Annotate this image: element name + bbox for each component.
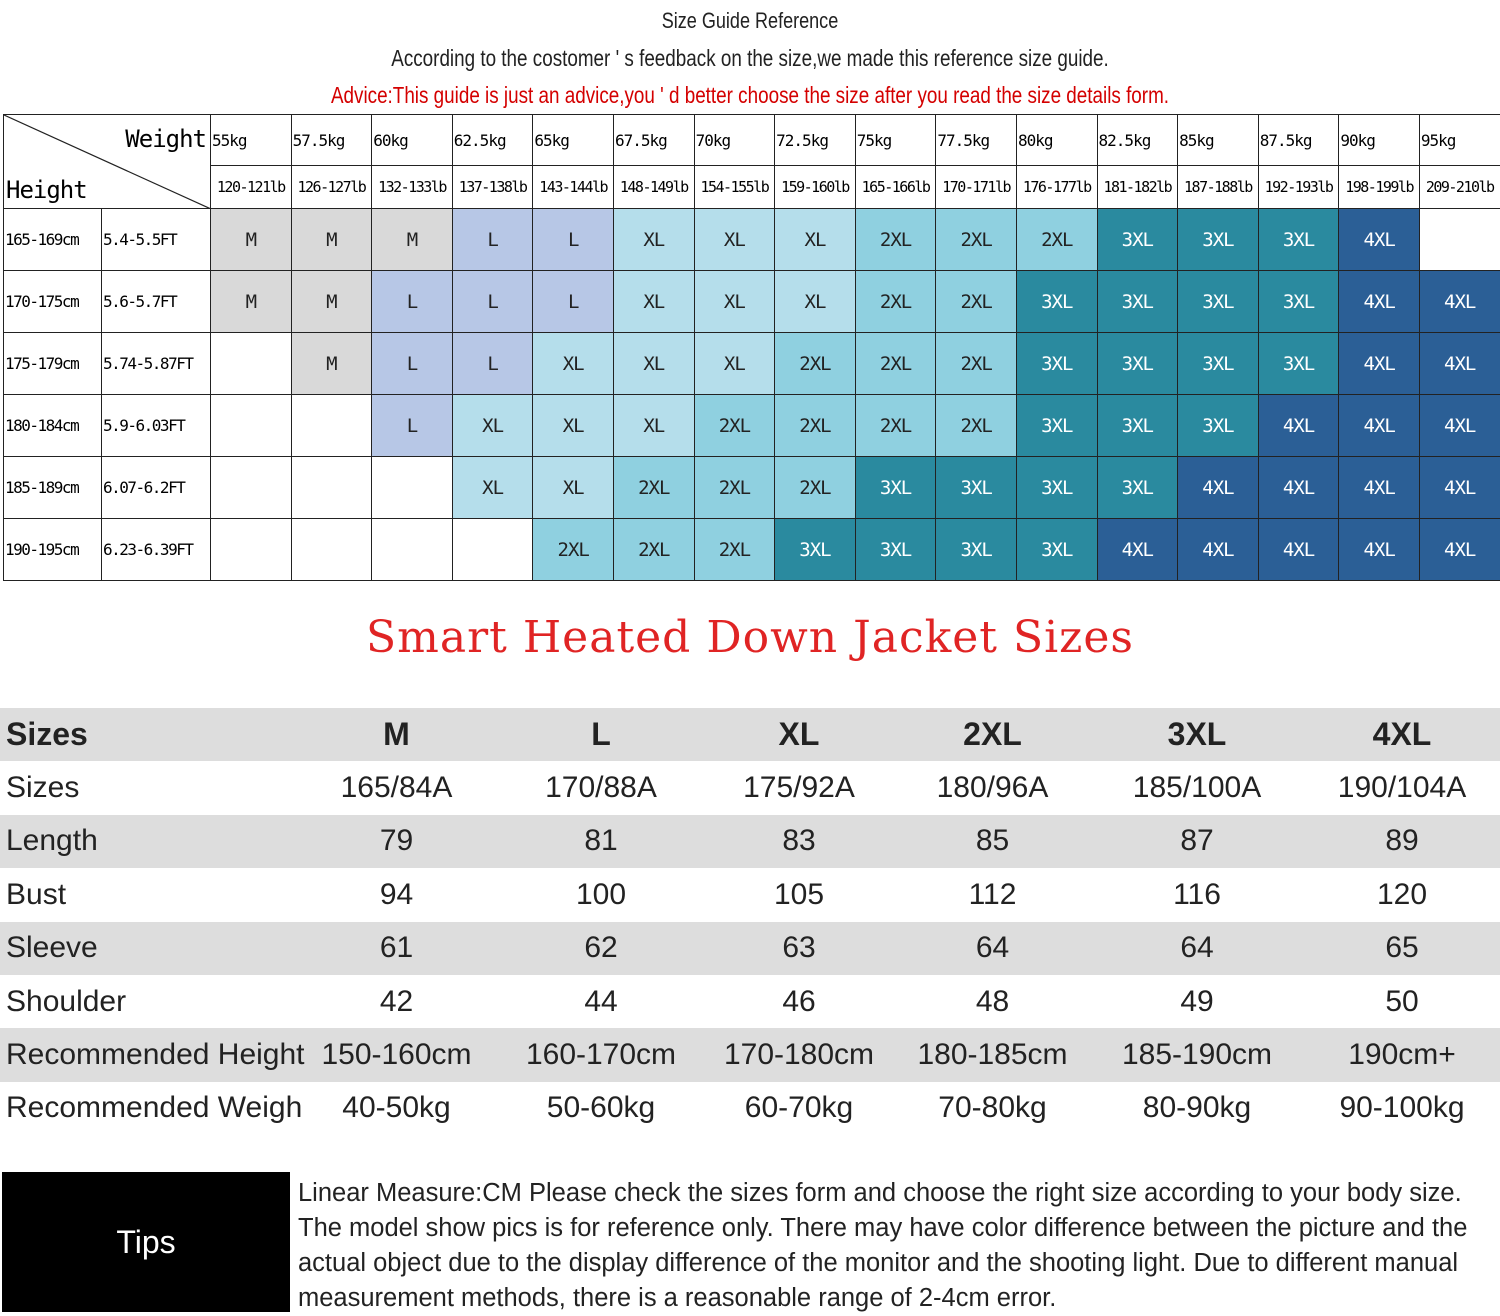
size-cell: 2XL [855, 395, 936, 457]
weight-kg-header: 85kg [1178, 115, 1259, 166]
measurement-value: 2XL [895, 708, 1090, 761]
height-ft-label: 5.74-5.87FT [102, 333, 211, 395]
measurement-value: 185-190cm [1090, 1028, 1304, 1081]
measurement-value: 50 [1304, 975, 1500, 1028]
measurement-row-label: Length [0, 815, 294, 868]
weight-lb-header: 187-188lb [1178, 166, 1259, 209]
weight-kg-header: 70kg [694, 115, 775, 166]
measurement-value: 49 [1090, 975, 1304, 1028]
weight-kg-header: 57.5kg [291, 115, 372, 166]
guide-subtitle: According to the costomer ' s feedback on the size,we made this reference size guide. [135, 45, 1365, 72]
weight-kg-header: 62.5kg [452, 115, 533, 166]
measurement-value: 64 [1090, 922, 1304, 975]
tips-line: actual object due to the display difference of the monitor and the shooting light. Due to different manual [298, 1246, 1498, 1281]
measurement-value: 165/84A [294, 761, 499, 814]
size-cell: 2XL [936, 209, 1017, 271]
measurement-row-label: Bust [0, 868, 294, 921]
size-cell: 3XL [1178, 271, 1259, 333]
measurement-value: 175/92A [703, 761, 895, 814]
measurement-value: 112 [895, 868, 1090, 921]
size-cell: 3XL [855, 519, 936, 581]
size-cell: 3XL [1097, 209, 1178, 271]
size-cell: 2XL [694, 395, 775, 457]
height-ft-label: 5.9-6.03FT [102, 395, 211, 457]
size-cell: L [372, 395, 453, 457]
measurement-value: 190cm+ [1304, 1028, 1500, 1081]
size-cell [291, 395, 372, 457]
weight-lb-header: 192-193lb [1258, 166, 1339, 209]
size-cell: 3XL [1258, 209, 1339, 271]
measurement-value: 120 [1304, 868, 1500, 921]
size-cell: 4XL [1419, 333, 1500, 395]
size-cell: 4XL [1339, 333, 1420, 395]
size-cell: 3XL [1097, 333, 1178, 395]
measurement-value: 94 [294, 868, 499, 921]
height-ft-label: 6.07-6.2FT [102, 457, 211, 519]
size-cell: 4XL [1419, 519, 1500, 581]
size-cell: 2XL [936, 333, 1017, 395]
measurement-value: 87 [1090, 815, 1304, 868]
size-cell: 4XL [1097, 519, 1178, 581]
measurement-value: 150-160cm [294, 1028, 499, 1081]
measurement-row [0, 815, 1500, 868]
measurement-value: 105 [703, 868, 895, 921]
measurement-value: 62 [499, 922, 703, 975]
size-cell: 2XL [613, 519, 694, 581]
size-cell: 2XL [775, 395, 856, 457]
measurement-row [0, 922, 1500, 975]
grid-height-row [4, 333, 1500, 395]
size-cell [1419, 209, 1500, 271]
weight-lb-header: 170-171lb [936, 166, 1017, 209]
size-cell: XL [613, 333, 694, 395]
height-ft-label: 6.23-6.39FT [102, 519, 211, 581]
size-cell: 4XL [1419, 395, 1500, 457]
size-cell: L [533, 271, 614, 333]
size-cell: L [452, 271, 533, 333]
measurement-value: 65 [1304, 922, 1500, 975]
size-cell: 2XL [613, 457, 694, 519]
size-cell [291, 457, 372, 519]
size-cell: 2XL [533, 519, 614, 581]
measurement-value: 116 [1090, 868, 1304, 921]
measurement-row-label: Recommended Weigh [0, 1082, 294, 1135]
measurement-row [0, 1082, 1500, 1135]
measurement-value: 185/100A [1090, 761, 1304, 814]
tips-line: measurement methods, there is a reasonable range of 2-4cm error. [298, 1281, 1498, 1316]
measurement-value: 160-170cm [499, 1028, 703, 1081]
grid-corner-header [4, 115, 211, 209]
size-cell: XL [613, 395, 694, 457]
size-cell: L [372, 271, 453, 333]
size-cell: 3XL [775, 519, 856, 581]
size-cell: 3XL [1016, 271, 1097, 333]
measurement-value: 42 [294, 975, 499, 1028]
measurement-value: XL [703, 708, 895, 761]
weight-kg-header: 65kg [533, 115, 614, 166]
size-cell: 4XL [1178, 457, 1259, 519]
size-cell: 4XL [1339, 395, 1420, 457]
weight-kg-header: 72.5kg [775, 115, 856, 166]
weight-lb-header: 126-127lb [291, 166, 372, 209]
size-cell [211, 395, 292, 457]
size-cell: 3XL [936, 457, 1017, 519]
weight-kg-header: 60kg [372, 115, 453, 166]
measurement-value: 180-185cm [895, 1028, 1090, 1081]
measurement-value: 50-60kg [499, 1082, 703, 1135]
size-cell: 3XL [1097, 457, 1178, 519]
grid-height-row [4, 457, 1500, 519]
measurement-value: 190/104A [1304, 761, 1500, 814]
weight-axis-label: Weight [125, 125, 206, 153]
size-cell [372, 457, 453, 519]
size-cell [291, 519, 372, 581]
size-cell: M [291, 271, 372, 333]
size-cell: 3XL [855, 457, 936, 519]
size-cell: 3XL [1016, 457, 1097, 519]
weight-kg-header: 77.5kg [936, 115, 1017, 166]
measurement-value: 46 [703, 975, 895, 1028]
measurement-value: 170/88A [499, 761, 703, 814]
size-cell: XL [694, 209, 775, 271]
size-cell [452, 519, 533, 581]
tips-line: Linear Measure:CM Please check the sizes form and choose the right size according to your body size. [298, 1176, 1498, 1211]
grid-height-row [4, 271, 1500, 333]
guide-advice: Advice:This guide is just an advice,you ' d better choose the size after you read the size details form. [135, 82, 1365, 109]
measurement-value: 40-50kg [294, 1082, 499, 1135]
size-cell: 3XL [1258, 333, 1339, 395]
size-cell: XL [452, 395, 533, 457]
size-cell: XL [775, 271, 856, 333]
size-cell: XL [452, 457, 533, 519]
height-ft-label: 5.6-5.7FT [102, 271, 211, 333]
measurement-value: 80-90kg [1090, 1082, 1304, 1135]
grid-height-row [4, 519, 1500, 581]
height-cm-label: 170-175cm [4, 271, 102, 333]
height-ft-label: 5.4-5.5FT [102, 209, 211, 271]
size-cell: 2XL [775, 457, 856, 519]
size-cell: 3XL [1016, 519, 1097, 581]
measurement-value: 170-180cm [703, 1028, 895, 1081]
size-cell: XL [694, 271, 775, 333]
weight-lb-header: 176-177lb [1016, 166, 1097, 209]
tips-label-box [2, 1172, 290, 1312]
measurement-value: 48 [895, 975, 1090, 1028]
size-cell: 3XL [1258, 271, 1339, 333]
size-cell: XL [775, 209, 856, 271]
height-cm-label: 190-195cm [4, 519, 102, 581]
size-cell: XL [613, 209, 694, 271]
measurement-value: 63 [703, 922, 895, 975]
size-cell: 2XL [1016, 209, 1097, 271]
weight-kg-header: 55kg [211, 115, 292, 166]
size-cell: XL [613, 271, 694, 333]
size-cell: XL [533, 457, 614, 519]
measurement-value: 44 [499, 975, 703, 1028]
measurement-value: 180/96A [895, 761, 1090, 814]
measurement-value: 89 [1304, 815, 1500, 868]
measurement-value: 85 [895, 815, 1090, 868]
size-cell: 2XL [775, 333, 856, 395]
size-cell: 2XL [855, 209, 936, 271]
measurement-value: 79 [294, 815, 499, 868]
size-cell [211, 457, 292, 519]
weight-kg-header: 75kg [855, 115, 936, 166]
measurement-value: 81 [499, 815, 703, 868]
measurement-row-label: Sizes [0, 761, 294, 814]
size-cell: 3XL [1097, 271, 1178, 333]
size-cell: M [211, 271, 292, 333]
size-cell: 2XL [936, 271, 1017, 333]
size-cell: 4XL [1339, 209, 1420, 271]
measurement-value: 60-70kg [703, 1082, 895, 1135]
size-cell: 4XL [1339, 519, 1420, 581]
size-cell: 4XL [1339, 457, 1420, 519]
size-cell: 2XL [855, 333, 936, 395]
size-cell: 3XL [1097, 395, 1178, 457]
size-cell: XL [694, 333, 775, 395]
height-cm-label: 180-184cm [4, 395, 102, 457]
measurement-row-label: Recommended Height [0, 1028, 294, 1081]
tips-line: The model show pics is for reference only. There may have color difference between the picture and the [298, 1211, 1498, 1246]
measurement-table [0, 708, 1500, 1135]
weight-kg-header: 90kg [1339, 115, 1420, 166]
weight-lb-header: 181-182lb [1097, 166, 1178, 209]
jacket-sizes-title: Smart Heated Down Jacket Sizes [0, 612, 1500, 663]
measurement-row [0, 1028, 1500, 1081]
weight-kg-header: 95kg [1419, 115, 1500, 166]
height-weight-size-grid [3, 114, 1500, 581]
measurement-row [0, 708, 1500, 761]
size-cell: 4XL [1419, 271, 1500, 333]
size-cell [372, 519, 453, 581]
weight-lb-header: 120-121lb [211, 166, 292, 209]
size-cell: 4XL [1258, 457, 1339, 519]
grid-height-row [4, 395, 1500, 457]
guide-title: Size Guide Reference [135, 8, 1365, 34]
tips-label: Tips [116, 1224, 175, 1261]
size-cell: 3XL [1016, 395, 1097, 457]
measurement-value: 3XL [1090, 708, 1304, 761]
weight-lb-header: 165-166lb [855, 166, 936, 209]
measurement-row-label: Sizes [0, 708, 294, 761]
size-cell: 3XL [936, 519, 1017, 581]
size-cell: 3XL [1178, 333, 1259, 395]
size-cell: 4XL [1178, 519, 1259, 581]
size-cell: 2XL [694, 519, 775, 581]
measurement-value: 100 [499, 868, 703, 921]
size-cell: 3XL [1016, 333, 1097, 395]
grid-height-row [4, 209, 1500, 271]
size-cell: XL [533, 395, 614, 457]
height-axis-label: Height [6, 176, 87, 204]
size-cell: 2XL [855, 271, 936, 333]
size-cell: 4XL [1419, 457, 1500, 519]
measurement-value: M [294, 708, 499, 761]
weight-kg-header: 80kg [1016, 115, 1097, 166]
size-cell: 4XL [1258, 395, 1339, 457]
measurement-row-label: Sleeve [0, 922, 294, 975]
weight-lb-header: 154-155lb [694, 166, 775, 209]
size-cell: 4XL [1339, 271, 1420, 333]
size-cell: L [372, 333, 453, 395]
size-cell: L [452, 333, 533, 395]
measurement-row-label: Shoulder [0, 975, 294, 1028]
measurement-row [0, 868, 1500, 921]
size-cell [211, 333, 292, 395]
size-cell: M [291, 209, 372, 271]
size-cell: L [452, 209, 533, 271]
size-cell: XL [533, 333, 614, 395]
size-guide-header [0, 0, 1500, 114]
size-cell: M [211, 209, 292, 271]
size-cell: M [372, 209, 453, 271]
tips-text [298, 1176, 1498, 1316]
weight-lb-header: 137-138lb [452, 166, 533, 209]
size-cell: M [291, 333, 372, 395]
measurement-value: 70-80kg [895, 1082, 1090, 1135]
weight-lb-header: 148-149lb [613, 166, 694, 209]
weight-lb-header: 209-210lb [1419, 166, 1500, 209]
weight-lb-header: 132-133lb [372, 166, 453, 209]
size-cell: 2XL [936, 395, 1017, 457]
weight-lb-header: 159-160lb [775, 166, 856, 209]
measurement-value: 90-100kg [1304, 1082, 1500, 1135]
height-cm-label: 175-179cm [4, 333, 102, 395]
weight-lb-header: 143-144lb [533, 166, 614, 209]
measurement-value: 64 [895, 922, 1090, 975]
measurement-value: 61 [294, 922, 499, 975]
weight-kg-header: 87.5kg [1258, 115, 1339, 166]
size-cell: 3XL [1178, 395, 1259, 457]
size-cell: 2XL [694, 457, 775, 519]
size-cell: 3XL [1178, 209, 1259, 271]
measurement-row [0, 761, 1500, 814]
height-cm-label: 165-169cm [4, 209, 102, 271]
weight-kg-header: 67.5kg [613, 115, 694, 166]
measurement-row [0, 975, 1500, 1028]
measurement-value: 83 [703, 815, 895, 868]
height-cm-label: 185-189cm [4, 457, 102, 519]
size-cell: 4XL [1258, 519, 1339, 581]
measurement-value: 4XL [1304, 708, 1500, 761]
weight-kg-header: 82.5kg [1097, 115, 1178, 166]
weight-lb-header: 198-199lb [1339, 166, 1420, 209]
size-cell [211, 519, 292, 581]
measurement-value: L [499, 708, 703, 761]
size-cell: L [533, 209, 614, 271]
